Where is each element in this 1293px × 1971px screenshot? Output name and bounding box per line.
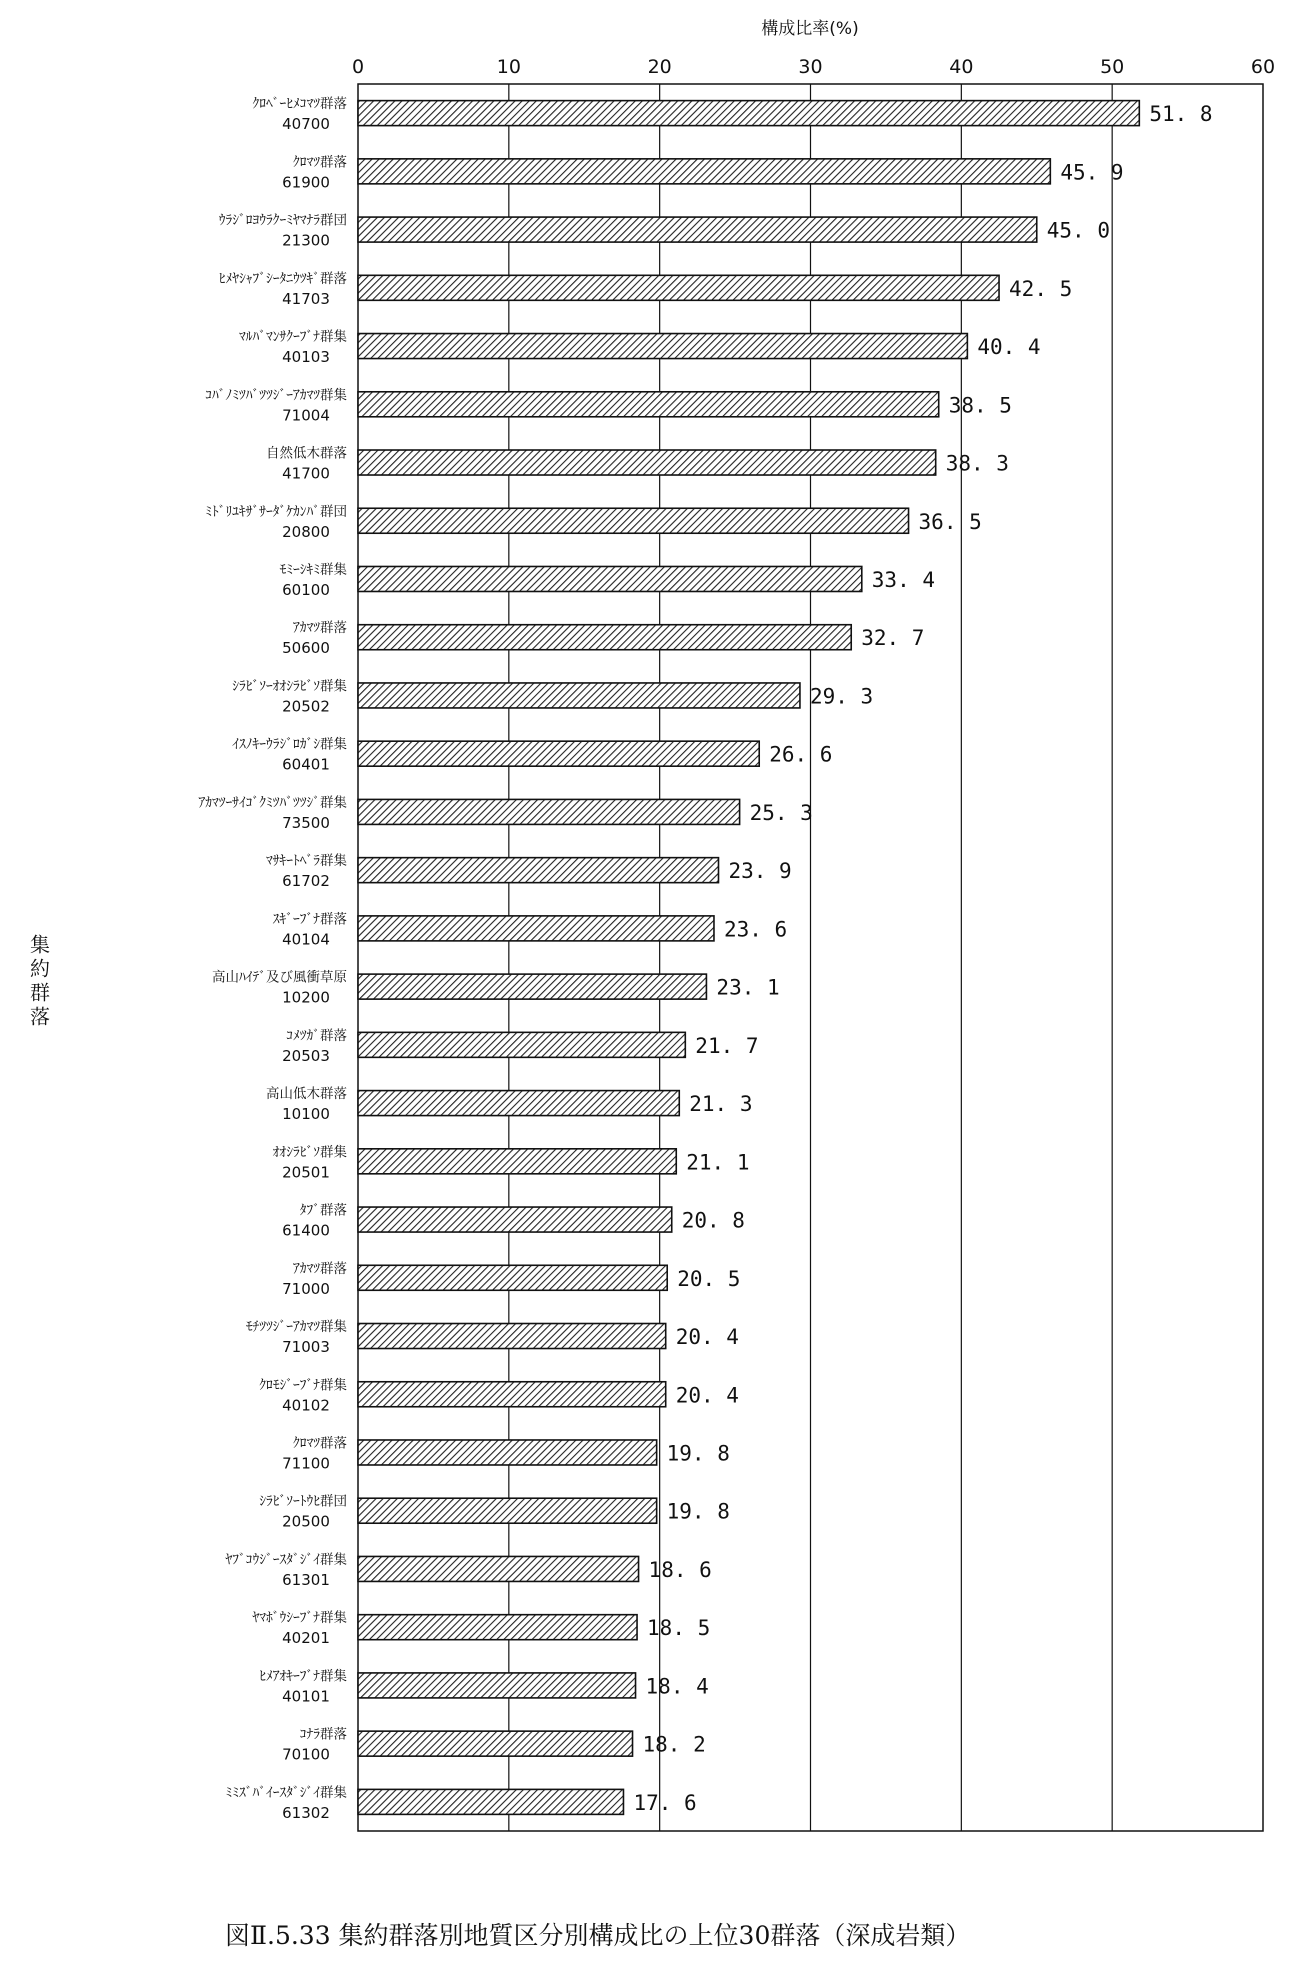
category-code: 61302 xyxy=(282,1803,330,1822)
x-tick-label: 50 xyxy=(1100,56,1125,78)
bar xyxy=(358,566,862,591)
category-code: 20501 xyxy=(282,1163,330,1182)
category-code: 71100 xyxy=(282,1454,330,1473)
category-code: 71000 xyxy=(282,1279,330,1298)
bar xyxy=(358,1498,657,1523)
value-label: 23. 9 xyxy=(728,859,792,884)
category-code: 40102 xyxy=(282,1396,330,1415)
value-label: 18. 2 xyxy=(642,1732,706,1757)
category-code: 61900 xyxy=(282,173,330,192)
value-label: 18. 5 xyxy=(647,1616,711,1641)
category-name: ﾀﾌﾞ群落 xyxy=(299,1202,347,1219)
bar xyxy=(358,1207,672,1232)
value-label: 32. 7 xyxy=(861,626,925,651)
bar xyxy=(358,916,714,941)
category-code: 60401 xyxy=(282,755,330,774)
bar xyxy=(358,450,936,475)
bar xyxy=(358,217,1037,242)
value-label: 21. 7 xyxy=(695,1033,759,1058)
x-tick-label: 40 xyxy=(949,56,974,78)
bar xyxy=(358,275,999,300)
bar xyxy=(358,1265,667,1290)
category-code: 40700 xyxy=(282,115,330,134)
category-name: ﾐﾄﾞﾘﾕｷｻﾞｻｰﾀﾞｹｶﾝﾊﾞ群団 xyxy=(205,503,347,520)
category-name: ﾓﾁﾂﾂｼﾞｰｱｶﾏﾂ群集 xyxy=(245,1319,347,1336)
value-label: 51. 8 xyxy=(1149,102,1213,127)
category-code: 40201 xyxy=(282,1629,330,1648)
category-code: 41700 xyxy=(282,464,330,483)
category-code: 20502 xyxy=(282,697,330,716)
bar xyxy=(358,1324,666,1349)
bar xyxy=(358,683,800,708)
category-name: ｺﾒﾂｶﾞ群落 xyxy=(286,1027,347,1044)
value-label: 20. 5 xyxy=(677,1266,741,1291)
x-tick-label: 60 xyxy=(1250,56,1276,78)
bar xyxy=(358,101,1139,126)
value-label: 36. 5 xyxy=(918,509,982,534)
category-name: ﾔﾏﾎﾞｳｼｰﾌﾞﾅ群集 xyxy=(252,1610,347,1627)
value-label: 20. 8 xyxy=(681,1208,745,1233)
category-name: ｸﾛﾏﾂ群落 xyxy=(293,1435,347,1452)
value-label: 21. 1 xyxy=(686,1150,750,1175)
value-label: 23. 1 xyxy=(716,975,780,1000)
x-tick-label: 20 xyxy=(647,56,672,78)
category-name: ｺﾊﾞﾉﾐﾂﾊﾞﾂﾂｼﾞｰｱｶﾏﾂ群集 xyxy=(205,387,347,404)
category-name: ﾋﾒﾔｼｬﾌﾞｼｰﾀﾆｳﾂｷﾞ群落 xyxy=(218,270,347,287)
value-label: 38. 3 xyxy=(945,451,1009,476)
value-label: 19. 8 xyxy=(666,1499,730,1524)
category-name: ﾋﾒｱｵｷｰﾌﾞﾅ群集 xyxy=(259,1668,347,1685)
category-code: 61400 xyxy=(282,1221,330,1240)
bar xyxy=(358,392,939,417)
category-code: 71003 xyxy=(282,1338,330,1357)
category-code: 40101 xyxy=(282,1687,330,1706)
category-name: 高山低木群落 xyxy=(266,1086,347,1103)
category-name: ｱｶﾏﾂ群落 xyxy=(293,620,347,637)
value-label: 18. 4 xyxy=(645,1674,709,1699)
category-code: 61702 xyxy=(282,872,330,891)
category-name: ｼﾗﾋﾞｿｰﾄｳﾋ群団 xyxy=(259,1493,347,1510)
value-label: 20. 4 xyxy=(675,1383,739,1408)
value-label: 20. 4 xyxy=(675,1325,739,1350)
bar xyxy=(358,334,967,359)
bar xyxy=(358,1615,637,1640)
category-name: ｵｵｼﾗﾋﾞｿ群集 xyxy=(272,1144,347,1161)
value-label: 33. 4 xyxy=(871,567,936,592)
category-name: ｱｶﾏﾂｰｻｲｺﾞｸﾐﾂﾊﾞﾂﾂｼﾞ群集 xyxy=(198,794,347,811)
x-axis-title: 構成比率(%) xyxy=(761,19,859,39)
category-code: 10200 xyxy=(282,988,330,1007)
value-label: 40. 4 xyxy=(977,335,1041,360)
category-code: 20503 xyxy=(282,1046,330,1065)
y-axis-title-char: 群 xyxy=(30,980,50,1005)
bar xyxy=(358,858,718,883)
y-axis-title-char: 約 xyxy=(30,956,50,981)
value-label: 26. 6 xyxy=(769,742,833,767)
value-label: 29. 3 xyxy=(809,684,874,709)
category-name: ｸﾛﾓｼﾞｰﾌﾞﾅ群集 xyxy=(259,1377,347,1394)
category-name: ﾓﾐｰｼｷﾐ群集 xyxy=(279,561,347,578)
value-label: 25. 3 xyxy=(749,800,813,825)
category-code: 50600 xyxy=(282,639,330,658)
category-code: 20500 xyxy=(282,1512,330,1531)
category-code: 71004 xyxy=(282,406,330,425)
category-code: 61301 xyxy=(282,1570,330,1589)
bar xyxy=(358,625,851,650)
bar xyxy=(358,159,1050,184)
category-code: 21300 xyxy=(282,231,330,250)
bar xyxy=(358,1731,633,1756)
value-label: 45. 9 xyxy=(1060,160,1124,185)
x-tick-label: 0 xyxy=(351,56,365,78)
category-name: ﾏｻｷｰﾄﾍﾞﾗ群集 xyxy=(266,853,347,870)
category-name: ｼﾗﾋﾞｿｰｵｵｼﾗﾋﾞｿ群集 xyxy=(232,678,347,695)
bar xyxy=(358,1091,679,1116)
bar xyxy=(358,974,706,999)
bar xyxy=(358,508,909,533)
category-name: 自然低木群落 xyxy=(266,445,347,462)
value-label: 23. 6 xyxy=(723,917,788,942)
value-label: 38. 5 xyxy=(948,393,1012,418)
bar xyxy=(358,1440,657,1465)
y-axis-title-char: 集 xyxy=(30,932,50,957)
category-name: ｱｶﾏﾂ群落 xyxy=(293,1260,347,1277)
bar xyxy=(358,1673,636,1698)
bar xyxy=(358,799,740,824)
category-code: 70100 xyxy=(282,1745,330,1764)
category-code: 41703 xyxy=(282,289,330,308)
category-code: 40104 xyxy=(282,930,330,949)
y-axis-title-char: 落 xyxy=(30,1004,50,1029)
value-label: 19. 8 xyxy=(666,1441,730,1466)
x-tick-labels xyxy=(352,56,1275,78)
x-tick-label: 30 xyxy=(798,56,823,78)
category-name: ｸﾛﾍﾞｰﾋﾒｺﾏﾂ群落 xyxy=(252,96,347,113)
category-code: 20800 xyxy=(282,522,330,541)
bar xyxy=(358,1556,639,1581)
value-label: 17. 6 xyxy=(633,1790,697,1815)
value-label: 42. 5 xyxy=(1009,276,1073,301)
category-name: ﾏﾙﾊﾞﾏﾝｻｸｰﾌﾞﾅ群集 xyxy=(239,329,347,346)
y-axis-title xyxy=(30,933,50,1029)
bar xyxy=(358,1382,666,1407)
category-name: ﾐﾐｽﾞﾊﾞｲｰｽﾀﾞｼﾞｲ群集 xyxy=(225,1784,347,1801)
category-name: ﾔﾌﾞｺｳｼﾞｰｽﾀﾞｼﾞｲ群集 xyxy=(225,1551,347,1568)
category-code: 73500 xyxy=(282,813,330,832)
value-label: 18. 6 xyxy=(648,1557,712,1582)
category-name: ｽｷﾞｰﾌﾞﾅ群落 xyxy=(272,911,347,928)
bar xyxy=(358,1032,685,1057)
category-name: ｺﾅﾗ群落 xyxy=(299,1726,347,1743)
category-name: ｸﾛﾏﾂ群落 xyxy=(293,154,347,171)
value-label: 21. 3 xyxy=(689,1092,753,1117)
category-code: 60100 xyxy=(282,580,330,599)
category-name: ｲｽﾉｷｰｳﾗｼﾞﾛｶﾞｼ群集 xyxy=(232,736,347,753)
bar xyxy=(358,741,759,766)
category-code: 10100 xyxy=(282,1105,330,1124)
category-name: 高山ﾊｲﾃﾞ及び風衝草原 xyxy=(212,969,347,986)
category-code: 40103 xyxy=(282,348,330,367)
figure-caption: 図Ⅱ.5.33 集約群落別地質区分別構成比の上位30群落（深成岩類） xyxy=(225,1921,971,1950)
category-labels xyxy=(199,96,348,1822)
bar xyxy=(358,1149,676,1174)
bar xyxy=(358,1789,623,1814)
category-name: ｳﾗｼﾞﾛﾖｳﾗｸｰﾐﾔﾏﾅﾗ群団 xyxy=(218,212,347,229)
value-label: 45. 0 xyxy=(1046,218,1110,243)
x-tick-label: 10 xyxy=(496,56,521,78)
